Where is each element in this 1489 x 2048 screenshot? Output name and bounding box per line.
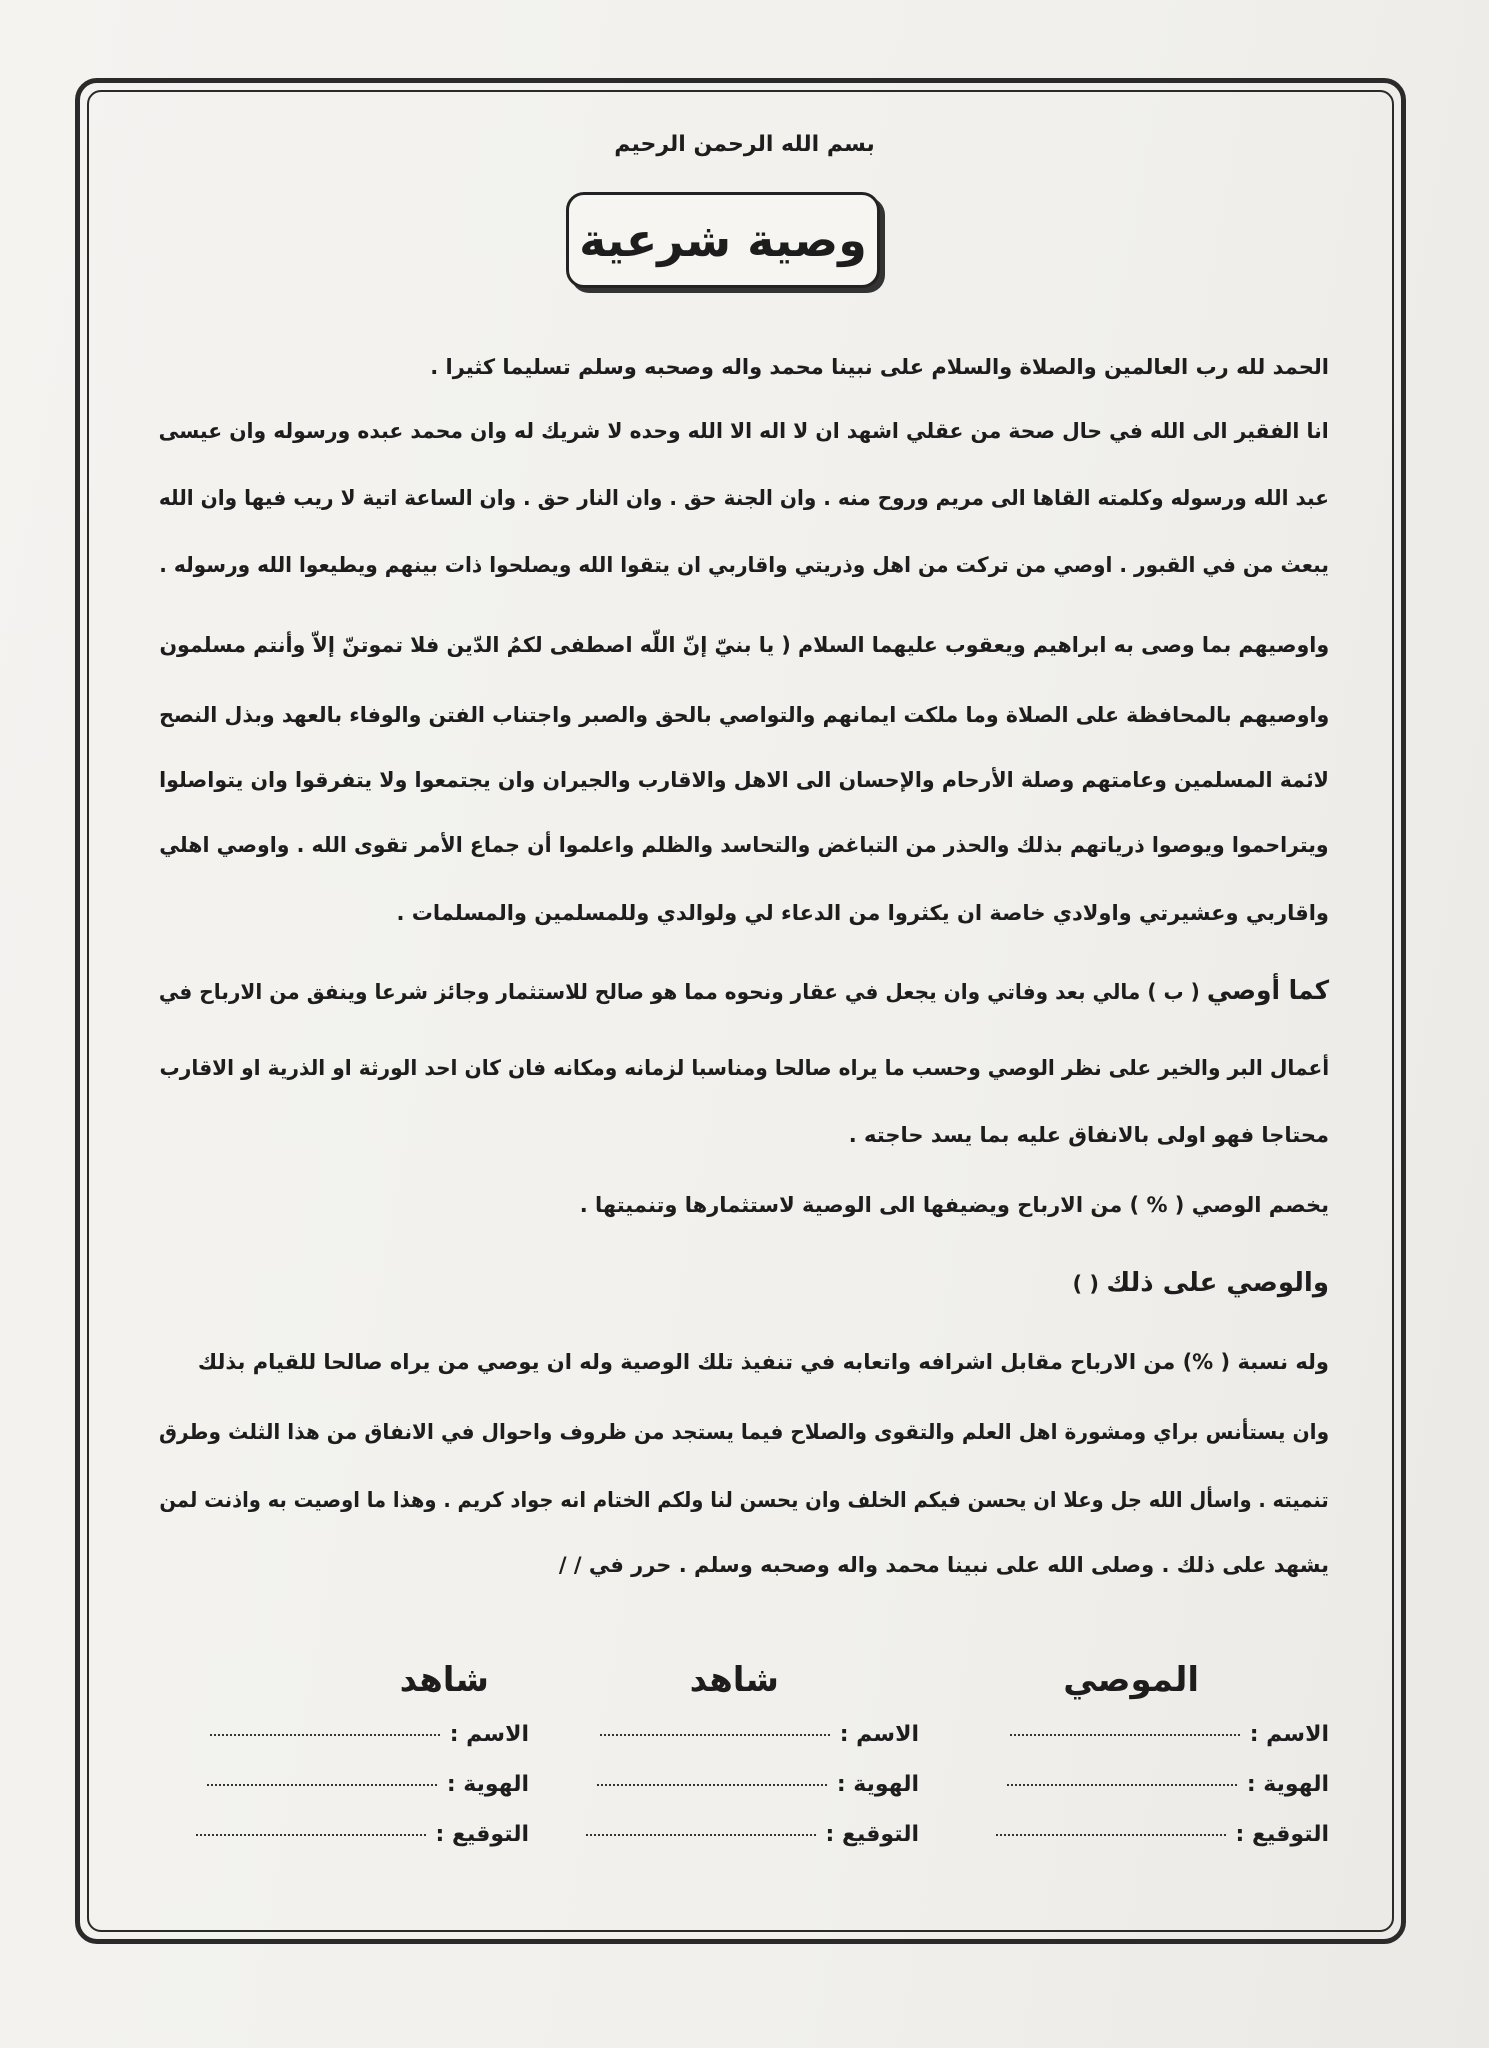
final-line: وله نسبة ( %) من الارباح مقابل اشرافه واتعابه في تنفيذ تلك الوصية وله ان يوصي من يراه صالحا للقيام بذلك [197, 1350, 1329, 1374]
basmala-heading: بسم الله الرحمن الرحيم [614, 132, 875, 157]
id-blank [1007, 1784, 1237, 1786]
name-blank [1010, 1734, 1240, 1736]
deduct-line: يخصم الوصي ( % ) من الارباح ويضيفها الى الوصية لاستثمارها وتنميتها . [579, 1193, 1329, 1217]
signature-blank [996, 1834, 1226, 1836]
document-title: وصية شرعية [579, 213, 867, 267]
bequest-intro: كما أوصي [1206, 976, 1329, 1006]
id-field: الهوية : [149, 1760, 529, 1810]
id-blank [597, 1784, 827, 1786]
executor-line [1073, 1268, 1330, 1299]
body-line: واقاربي وعشيرتي واولادي خاصة ان يكثروا من الدعاء لي ولوالدي وللمسلمين والمسلمات . [396, 901, 1329, 925]
name-field: الاسم : [539, 1710, 919, 1760]
bequest-line: أعمال البر والخير على نظر الوصي وحسب ما يراه صالحا ومناسبا لزمانه ومكانه فان كان احد الورثة او الذرية او الاقارب [159, 1056, 1329, 1080]
id-field: الهوية : [949, 1760, 1329, 1810]
body-line: واوصيهم بما وصى به ابراهيم ويعقوب عليهما السلام ( يا بنيّ إنّ اللّه اصطفى لكمُ الدّين فلا تموتنّ إلاّ وأنتم مسلمون [159, 633, 1329, 657]
body-line: يبعث من في القبور . اوصي من تركت من اهل وذريتي واقاربي ان يتقوا الله ويصلحوا ذات بينهم ويطيعوا الله ورسوله . [159, 553, 1329, 577]
executor-blank: ( ) [1072, 1272, 1100, 1296]
title-box [566, 192, 880, 288]
signature-column-witness-2 [149, 1660, 529, 1860]
body-line: انا الفقير الى الله في حال صحة من عقلي اشهد ان لا اله الا الله وحده لا شريك له وان محمد عبده ورسوله وان عيسى [158, 419, 1329, 443]
signature-field: التوقيع : [149, 1810, 529, 1860]
name-field: الاسم : [949, 1710, 1329, 1760]
final-line: وان يستأنس براي ومشورة اهل العلم والتقوى والصلاح فيما يستجد من ظروف واحوال في الانفاق من هذا الثلث وطرق [158, 1420, 1329, 1444]
signature-column-testator [949, 1660, 1329, 1860]
executor-intro: والوصي على ذلك [1106, 1268, 1329, 1298]
body-line: لائمة المسلمين وعامتهم وصلة الأرحام والإحسان الى الاهل والاقارب والجيران وان يجتمعوا ولا يتفرقوا وان يتواصلوا [159, 768, 1329, 792]
signature-field: التوقيع : [949, 1810, 1329, 1860]
bequest-text: ( ب ) مالي بعد وفاتي وان يجعل في عقار ونحوه مما هو صالح للاستثمار وجائز شرعا وينفق من الارباح في [158, 980, 1200, 1004]
signature-heading: شاهد [689, 1660, 779, 1700]
id-blank [207, 1784, 437, 1786]
name-blank [600, 1734, 830, 1736]
signature-field: التوقيع : [539, 1810, 919, 1860]
opening-line: الحمد لله رب العالمين والصلاة والسلام على نبينا محمد واله وصحبه وسلم تسليما كثيرا . [430, 355, 1329, 379]
name-field: الاسم : [149, 1710, 529, 1760]
bequest-line: محتاجا فهو اولى بالانفاق عليه بما يسد حاجته . [848, 1123, 1329, 1147]
final-line: يشهد على ذلك . وصلى الله على نبينا محمد واله وصحبه وسلم . حرر في / / [558, 1553, 1329, 1577]
signature-blank [196, 1834, 426, 1836]
body-line: ويتراحموا ويوصوا ذرياتهم بذلك والحذر من التباغض والتحاسد والظلم واعلموا أن جماع الأمر تقوى الله . واوصي اهلي [159, 833, 1329, 857]
signature-blank [586, 1834, 816, 1836]
signature-column-witness-1 [539, 1660, 919, 1860]
final-line: تنميته . واسأل الله جل وعلا ان يحسن فيكم الخلف وان يحسن لنا ولكم الختام انه جواد كريم . وهذا ما اوصيت به واذنت لمن [159, 1488, 1329, 1512]
body-line: واوصيهم بالمحافظة على الصلاة وما ملكت ايمانهم والتواصي بالحق والصبر واجتناب الفتن والوفاء بالعهد وبذل النصح [158, 703, 1329, 727]
name-blank [210, 1734, 440, 1736]
bequest-line [159, 976, 1329, 1007]
body-line: عبد الله ورسوله وكلمته القاها الى مريم وروح منه . وان الجنة حق . وان النار حق . وان الساعة اتية لا ريب فيها وان الله [158, 486, 1329, 510]
signature-heading: شاهد [399, 1660, 489, 1700]
id-field: الهوية : [539, 1760, 919, 1810]
signature-heading: الموصي [1063, 1660, 1199, 1700]
